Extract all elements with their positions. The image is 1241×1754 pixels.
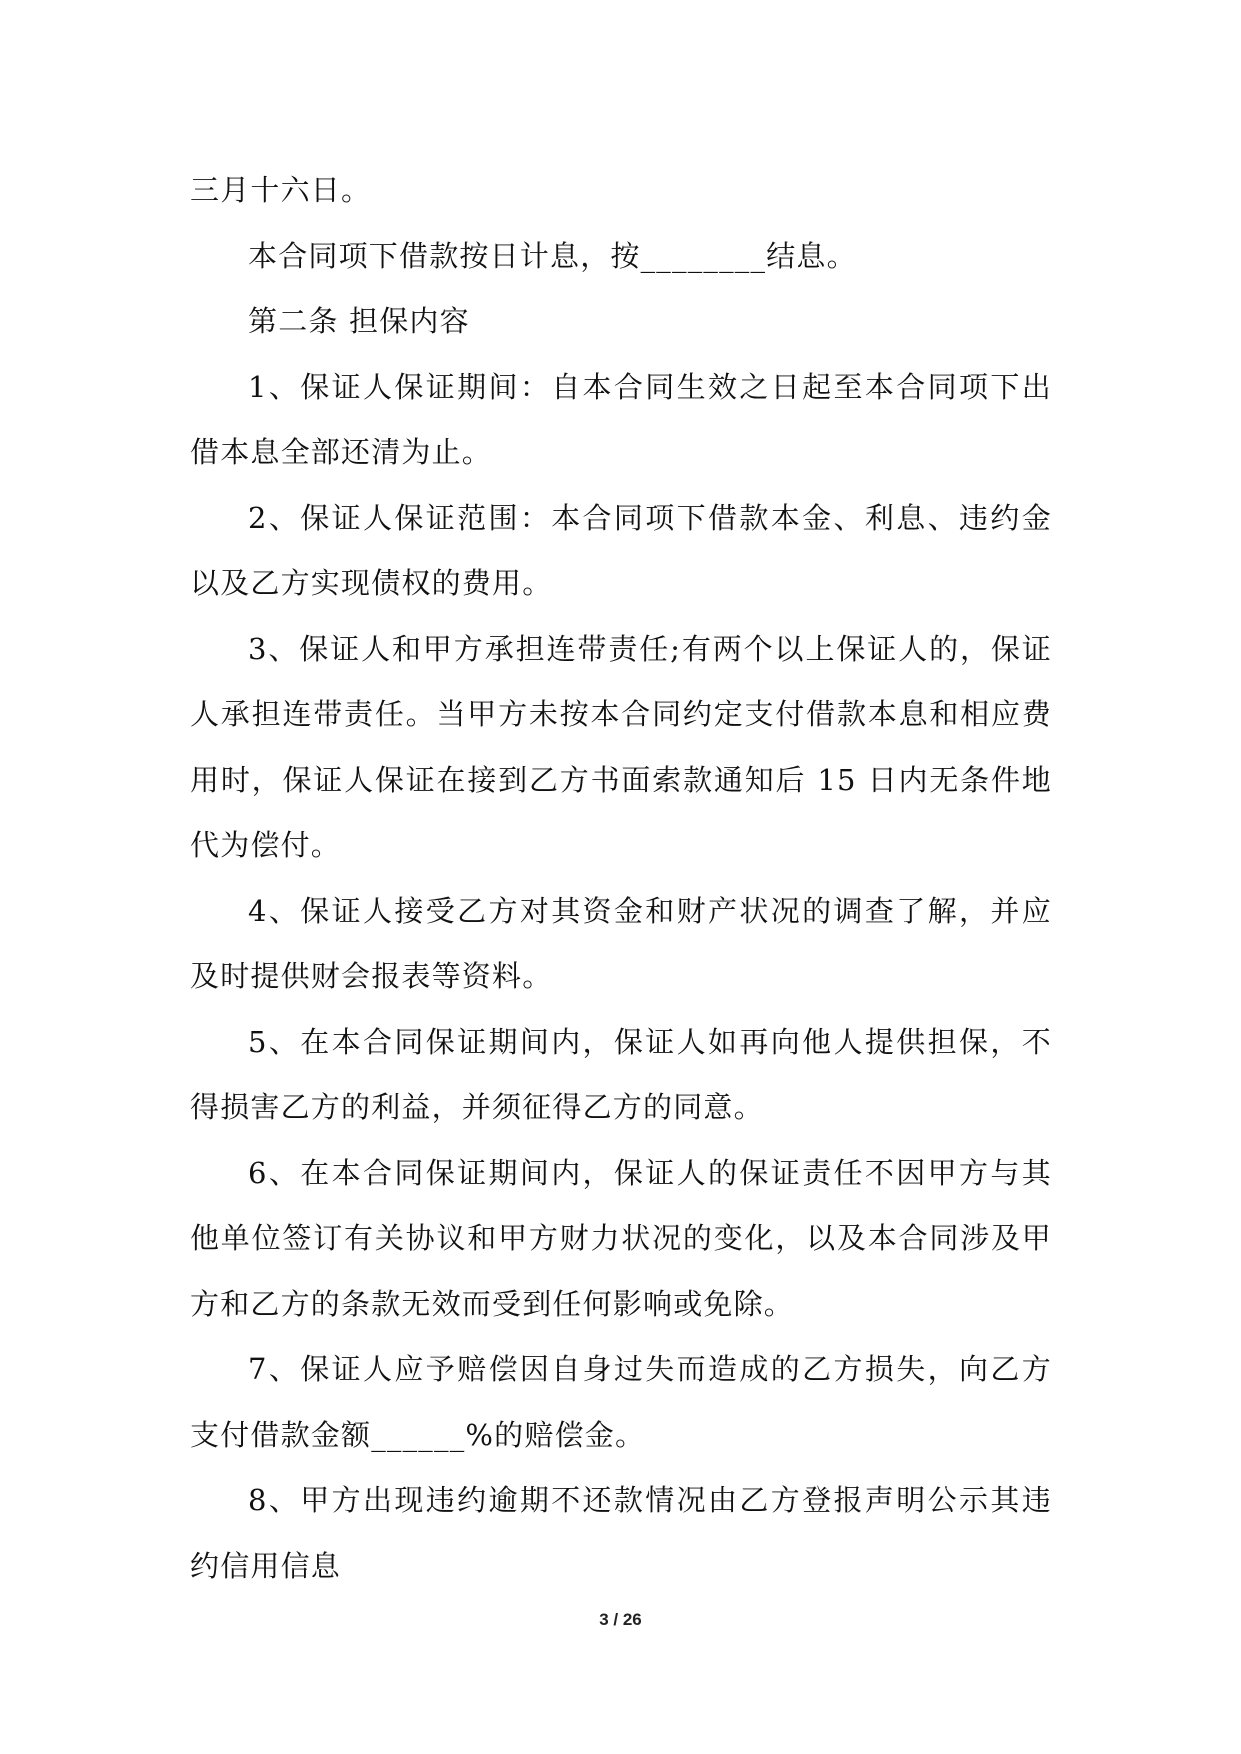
clause-7-compensation: 7、保证人应予赔偿因自身过失而造成的乙方损失，向乙方支付借款金额______%的赔偿金。 xyxy=(190,1352,1052,1452)
section-heading-guarantee-content: 第二条 担保内容 xyxy=(248,304,470,338)
clause-8-default-disclosure: 8、甲方出现违约逾期不还款情况由乙方登报声明公示其违约信用信息 xyxy=(190,1483,1052,1583)
clause-5-other-guarantees: 5、在本合同保证期间内，保证人如再向他人提供担保，不得损害乙方的利益，并须征得乙方的同意。 xyxy=(190,1024,1052,1124)
clause-2-guarantee-scope: 2、保证人保证范围：本合同项下借款本金、利息、违约金以及乙方实现债权的费用。 xyxy=(190,500,1052,600)
page-number: 3 / 26 xyxy=(599,1610,642,1629)
document-body xyxy=(190,158,1052,1599)
paragraph-date-continuation: 三月十六日。 xyxy=(190,173,372,207)
paragraph-interest: 本合同项下借款按日计息，按________结息。 xyxy=(248,238,857,273)
clause-6-liability-unaffected: 6、在本合同保证期间内，保证人的保证责任不因甲方与其他单位签订有关协议和甲方财力状况的变化，以及本合同涉及甲方和乙方的条款无效而受到任何影响或免除。 xyxy=(190,1155,1052,1321)
clause-1-guarantee-period: 1、保证人保证期间：自本合同生效之日起至本合同项下出借本息全部还清为止。 xyxy=(190,369,1052,469)
clause-4-financial-investigation: 4、保证人接受乙方对其资金和财产状况的调查了解，并应及时提供财会报表等资料。 xyxy=(190,893,1052,993)
clause-3-joint-liability: 3、保证人和甲方承担连带责任;有两个以上保证人的，保证人承担连带责任。当甲方未按本合同约定支付借款本息和相应费用时，保证人保证在接到乙方书面索款通知后 15 日内无条件地代为偿付。 xyxy=(190,631,1052,862)
